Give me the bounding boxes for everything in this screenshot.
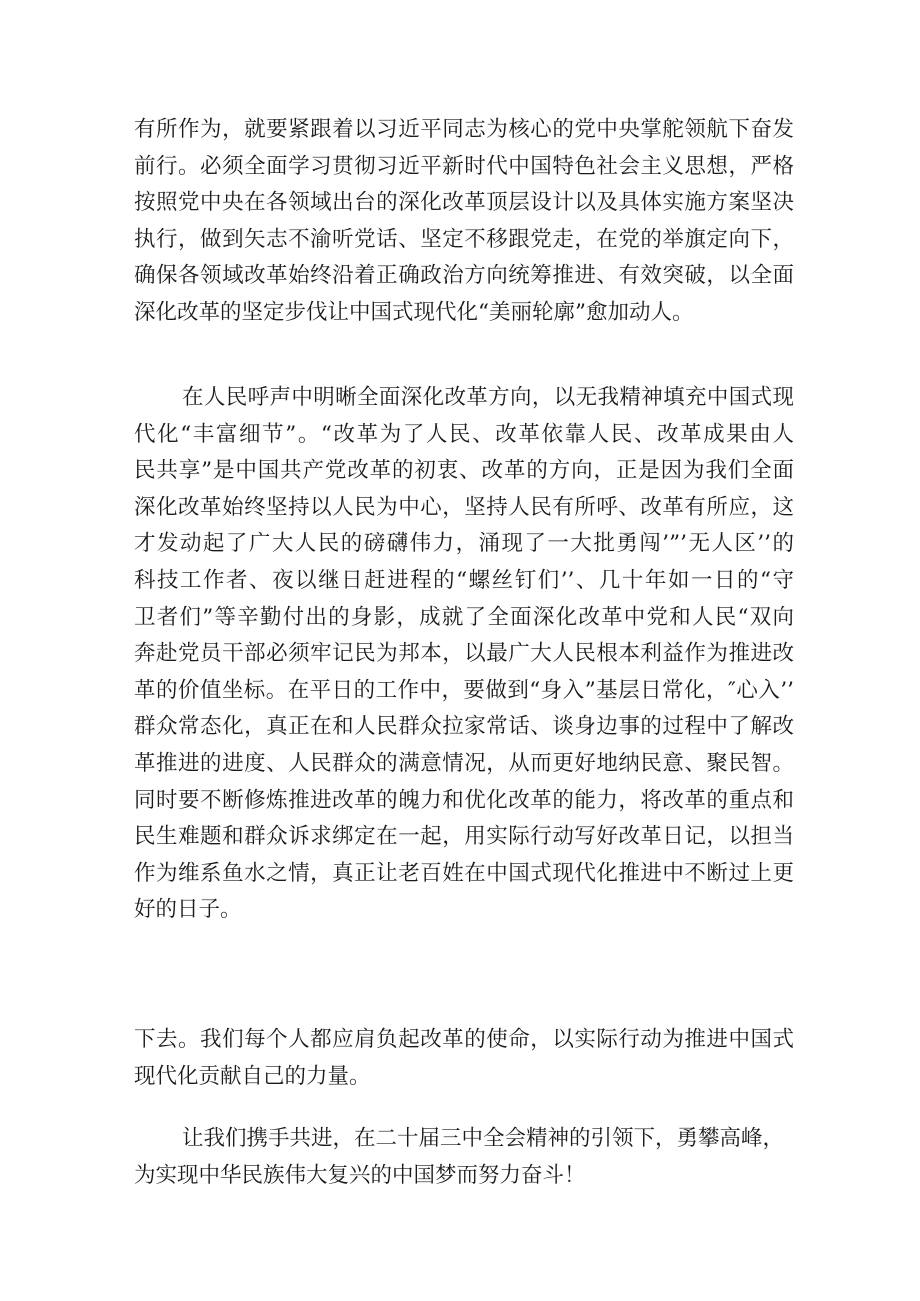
text-line: 奔赴党员干部必须牢记民为邦本，以最广大人民根本利益作为推进改	[134, 641, 794, 667]
paragraph-2	[134, 380, 794, 929]
paragraph-3	[134, 1022, 794, 1095]
text-line: 有所作为，就要紧跟着以习近平同志为核心的党中央掌舵领航下奋发	[134, 117, 794, 142]
text-line: 确保各领域改革始终沿着正确政治方向统筹推进、有效突破，以全面	[134, 263, 794, 289]
text-line: 才发动起了广大人民的磅礴伟力，涌现了一大批勇闯’”’无人区’’的	[134, 531, 794, 557]
text-line: 现代化贡献自己的力量。	[134, 1063, 371, 1089]
paragraph-1	[134, 112, 794, 332]
text-line: 作为维系鱼水之情，真正让老百姓在中国式现代化推进中不断过上更	[134, 860, 794, 886]
text-line: 民共享”是中国共产党改革的初衷、改革的方向，正是因为我们全面	[134, 458, 794, 484]
text-line: 为实现中华民族伟大复兴的中国梦而努力奋斗！	[134, 1162, 586, 1188]
text-line: 深化改革的坚定步伐让中国式现代化“美丽轮廓”愈加动人。	[134, 299, 694, 325]
text-line: 科技工作者、夜以继日赶进程的“螺丝钉们’’、几十年如一日的“守	[134, 567, 794, 593]
text-line: 前行。必须全面学习贯彻习近平新时代中国特色社会主义思想，严格	[134, 153, 794, 179]
text-line: 下去。我们每个人都应肩负起改革的使命，以实际行动为推进中国式	[134, 1027, 794, 1052]
text-line: 让我们携手共进，在二十届三中全会精神的引领下，勇攀高峰，	[182, 1126, 785, 1151]
text-line: 在人民呼声中明晰全面深化改革方向，以无我精神填充中国式现	[182, 385, 794, 410]
text-line: 执行，做到矢志不渝听党话、坚定不移跟党走，在党的举旗定向下，	[134, 226, 794, 252]
text-line: 代化“丰富细节”。“改革为了人民、改革依靠人民、改革成果由人	[134, 421, 794, 447]
text-line: 同时要不断修炼推进改革的魄力和优化改革的能力，将改革的重点和	[134, 787, 794, 813]
text-line: 深化改革始终坚持以人民为中心，坚持人民有所呼、改革有所应，这	[134, 494, 794, 520]
text-line: 按照党中央在各领域出台的深化改革顶层设计以及具体实施方案坚决	[134, 190, 794, 216]
text-line: 民生难题和群众诉求绑定在一起，用实际行动写好改革日记，以担当	[134, 824, 794, 850]
text-line: 好的日子。	[134, 897, 242, 923]
text-line: 革推进的进度、人民群众的满意情况，从而更好地纳民意、聚民智。	[134, 750, 794, 776]
text-line: 革的价值坐标。在平日的工作中，要做到“身入”基层日常化，″心入’’	[134, 677, 794, 703]
text-line: 群众常态化，真正在和人民群众拉家常话、谈身边事的过程中了解改	[134, 714, 794, 740]
paragraph-4	[134, 1121, 794, 1194]
text-line: 卫者们”等辛勤付出的身影，成就了全面深化改革中党和人民“双向	[134, 604, 794, 630]
